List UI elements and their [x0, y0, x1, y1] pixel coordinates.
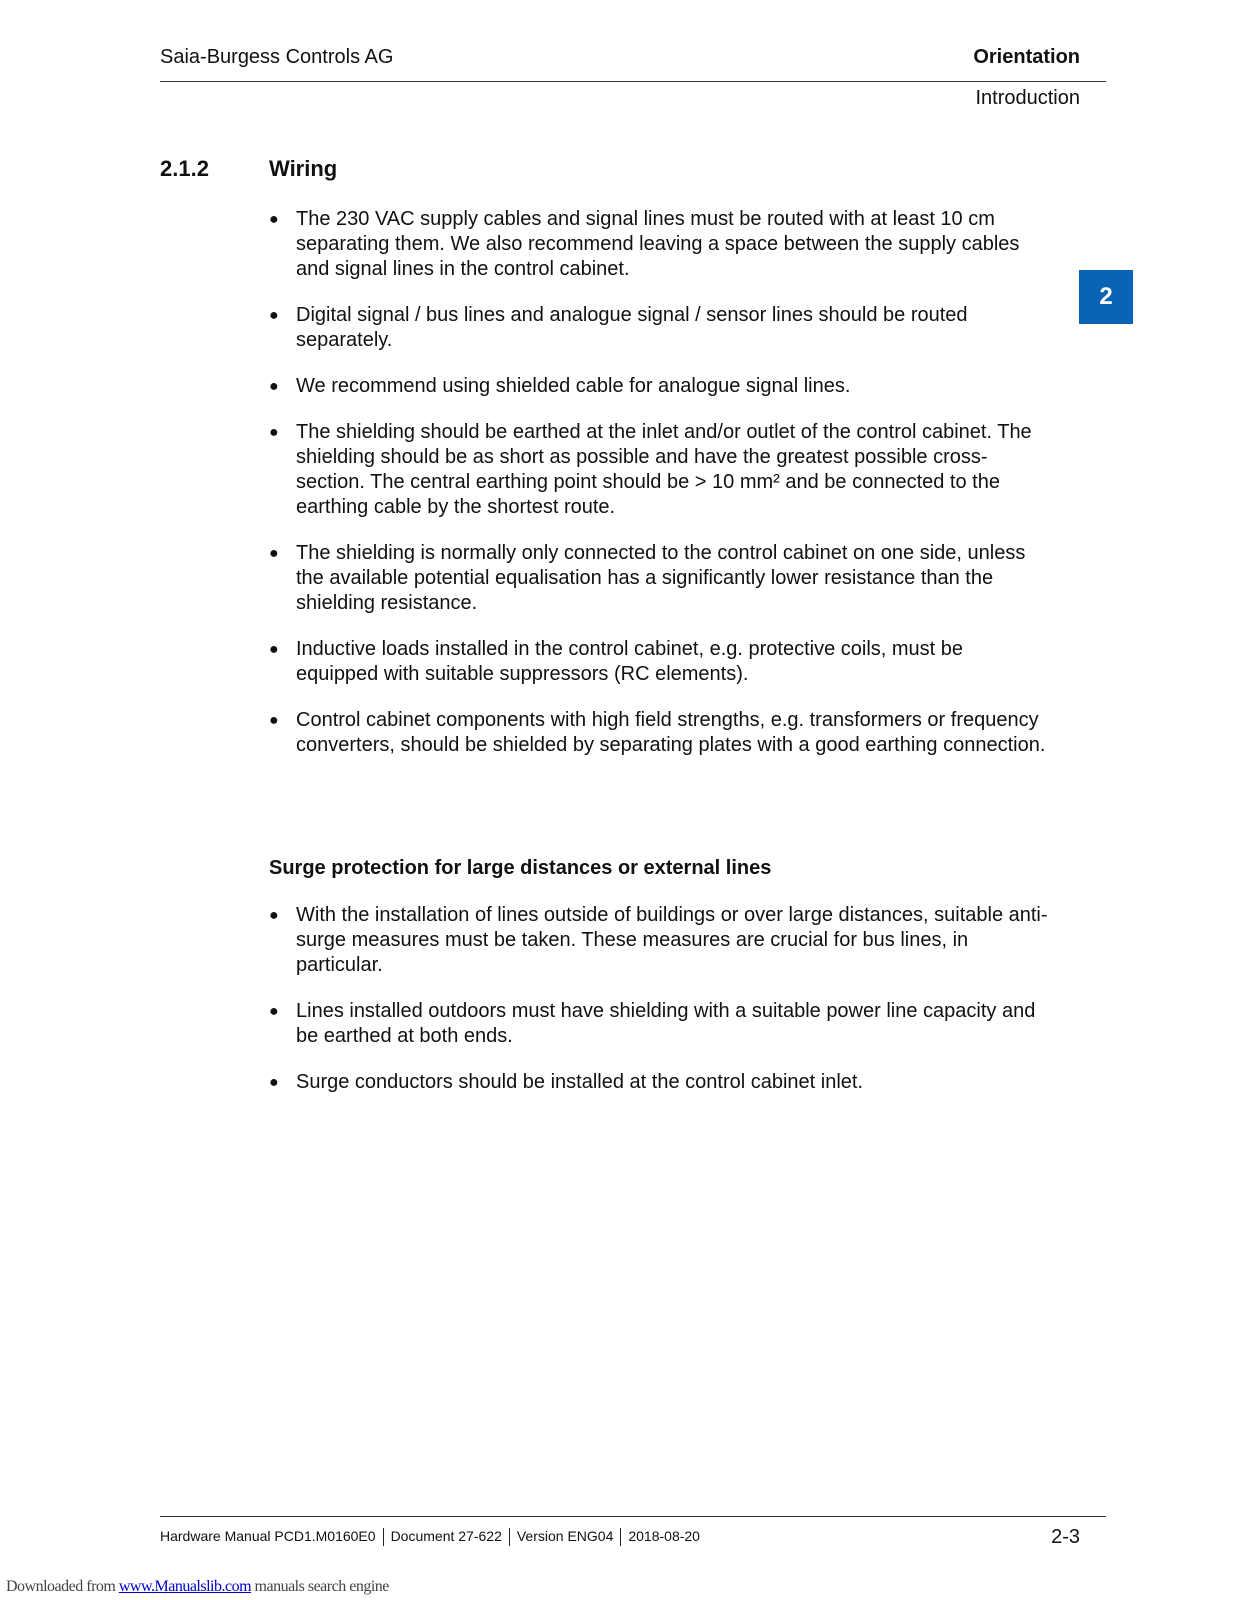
list-item: ● With the installation of lines outside of buildings or over large distances, suitable anti-surge measures must be taken. These measures are crucial for bus lines, in particular.	[269, 904, 1048, 976]
footer-separator	[620, 1528, 621, 1546]
footer-separator	[383, 1528, 384, 1546]
manualslib-link[interactable]: www.Manualslib.com	[118, 1578, 252, 1595]
bullet-icon: ●	[269, 545, 279, 562]
footer-date: 2018-08-20	[628, 1528, 700, 1544]
bullet-icon: ●	[269, 641, 279, 658]
header-divider	[160, 81, 1106, 82]
list-item: ● Inductive loads installed in the control cabinet, e.g. protective coils, must be equipped with suitable suppressors (RC elements).	[269, 638, 964, 685]
list-item: ● Lines installed outdoors must have shielding with a suitable power line capacity and be earthed at both ends.	[269, 1000, 1036, 1047]
page-number: 2-3	[1051, 1526, 1080, 1548]
bullet-icon: ●	[269, 1074, 279, 1091]
wiring-list	[269, 207, 1049, 779]
surge-subheading: Surge protection for large distances or external lines	[269, 857, 772, 879]
bullet-icon: ●	[269, 307, 279, 324]
list-item: ● We recommend using shielded cable for analogue signal lines.	[269, 375, 851, 397]
bullet-icon: ●	[269, 1003, 279, 1020]
list-item: ● Control cabinet components with high field strengths, e.g. transformers or frequency converters, should be shielded by separating plates with a good earthing connection.	[269, 709, 1046, 756]
download-note: Downloaded from www.Manualslib.com manuals search engine	[6, 1578, 389, 1595]
list-item: ● The 230 VAC supply cables and signal lines must be routed with at least 10 cm separating them. We also recommend leaving a space between the supply cables and signal lines in the control cabinet.	[269, 208, 1020, 280]
footer-divider	[160, 1516, 1106, 1517]
list-item: ● The shielding is normally only connected to the control cabinet on one side, unless the available potential equalisation has a significantly lower resistance than the shielding resistance.	[269, 542, 1026, 614]
bullet-icon: ●	[269, 211, 279, 228]
heading-number: 2.1.2	[160, 156, 209, 181]
chapter-tab: 2	[1079, 270, 1133, 324]
list-item: ● Digital signal / bus lines and analogue signal / sensor lines should be routed separately.	[269, 304, 968, 351]
footer-manual: Hardware Manual PCD1.M0160E0	[160, 1528, 376, 1544]
list-item: ● The shielding should be earthed at the inlet and/or outlet of the control cabinet. The shielding should be as short as possible and have the greatest possible cross-section. The central earthing point should be > 10 mm² and be connected to the earthing cable by the shortest route.	[269, 421, 1032, 518]
footer-document: Document 27-622	[390, 1528, 502, 1544]
footer-info	[160, 1528, 700, 1546]
list-item: ● Surge conductors should be installed at the control cabinet inlet.	[269, 1071, 864, 1093]
bullet-icon: ●	[269, 712, 279, 729]
footer-version: Version ENG04	[516, 1528, 614, 1544]
bullet-icon: ●	[269, 378, 279, 395]
surge-list	[269, 903, 1049, 1116]
bullet-icon: ●	[269, 907, 279, 924]
company-name: Saia-Burgess Controls AG	[160, 46, 394, 68]
bullet-icon: ●	[269, 424, 279, 441]
footer-separator	[509, 1528, 510, 1546]
subsection-title: Introduction	[975, 87, 1080, 109]
section-title: Orientation	[973, 46, 1080, 68]
heading-title: Wiring	[269, 156, 338, 181]
